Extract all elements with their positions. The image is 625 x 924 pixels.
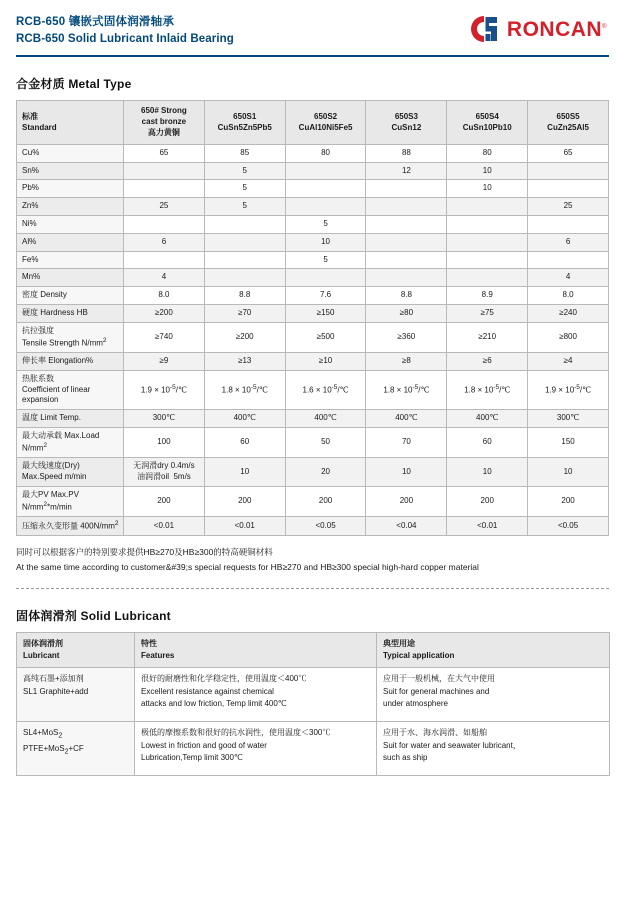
table-cell: ≥800: [528, 322, 609, 352]
table-cell: 300℃: [124, 410, 205, 428]
table-cell: [285, 269, 366, 287]
table-cell: ≥9: [124, 352, 205, 370]
table-cell: 400℃: [366, 410, 447, 428]
table-cell: 8.8: [366, 287, 447, 305]
table-cell: <0.01: [204, 517, 285, 536]
table-cell: $1.9 \times 10^{-5}/℃$: [528, 370, 609, 409]
table-cell: 60: [204, 427, 285, 457]
table-cell: 25: [124, 198, 205, 216]
table-cell: ≥360: [366, 322, 447, 352]
table-row: [17, 370, 609, 409]
table-cell: ≥500: [285, 322, 366, 352]
row-label: Al%: [17, 233, 124, 251]
table-cell: 65: [528, 144, 609, 162]
table-row: [17, 251, 609, 269]
row-label: 最大PV Max.PV $N/mm^2*m/\min$: [17, 486, 124, 516]
table-cell: ≥200: [204, 322, 285, 352]
table-row: [17, 304, 609, 322]
table-cell: 400℃: [285, 410, 366, 428]
table-cell: [204, 215, 285, 233]
column-header-650s1: 650S1 CuSn5Zn5Pb5: [204, 101, 285, 144]
header-titles: [16, 12, 234, 47]
table-row: [17, 458, 609, 487]
row-label: 最大线速度(Dry) Max.Speed m/min: [17, 458, 124, 487]
solid-lubricant-table: [16, 632, 610, 777]
table-cell: [285, 198, 366, 216]
table-cell: 5: [204, 180, 285, 198]
table-cell: ≥8: [366, 352, 447, 370]
table-cell: 6: [528, 233, 609, 251]
registered-trademark-icon: ®: [602, 23, 607, 30]
table-cell: 8.0: [528, 287, 609, 305]
table-cell: 65: [124, 144, 205, 162]
row-label: Pb%: [17, 180, 124, 198]
lubricant-application: 应用于水、海水润滑、如船舶 Suit for water and seawater lubricant， such as ship: [377, 722, 610, 776]
table-cell: 8.9: [447, 287, 528, 305]
table-row: [17, 215, 609, 233]
table-cell: 10: [528, 458, 609, 487]
table-header-row: [17, 101, 609, 144]
row-label: Fe%: [17, 251, 124, 269]
table-cell: 200: [366, 486, 447, 516]
table-cell: $1.8 \times 10^{-5}/℃$: [204, 370, 285, 409]
table-cell: 7.6: [285, 287, 366, 305]
table-cell: 60: [447, 427, 528, 457]
table-cell: 10: [285, 233, 366, 251]
table-cell: [366, 198, 447, 216]
table-cell: $1.6 \times 10^{-5}/℃$: [285, 370, 366, 409]
table-row: [17, 287, 609, 305]
table-cell: [366, 215, 447, 233]
table-cell: [285, 180, 366, 198]
table-cell: ≥6: [447, 352, 528, 370]
column-header-650: 650# Strong cast bronze 高力黄铜: [124, 101, 205, 144]
page-title-cn: RCB-650 镶嵌式固体润滑轴承: [16, 16, 175, 28]
metal-note: [16, 545, 609, 573]
logo-wordmark: [507, 19, 607, 40]
column-header-650s2: 650S2 CuAl10Ni5Fe5: [285, 101, 366, 144]
header-divider: [16, 55, 609, 57]
table-row: [17, 517, 609, 536]
row-label: 温度 Limit Temp.: [17, 410, 124, 428]
table-cell: ≥4: [528, 352, 609, 370]
table-cell: 70: [366, 427, 447, 457]
table-cell: 10: [447, 162, 528, 180]
table-cell: 200: [528, 486, 609, 516]
row-label: Ni%: [17, 215, 124, 233]
table-cell: [366, 180, 447, 198]
table-cell: <0.05: [285, 517, 366, 536]
table-cell: [366, 269, 447, 287]
metal-section-heading: 合金材质 Metal Type: [16, 77, 132, 92]
lubricant-features: 极低的摩擦系数和很好的抗水润性，使用温度＜300℃ Lowest in friction and good of water Lubrication,Temp limit 300℃: [135, 722, 377, 776]
table-row: [17, 180, 609, 198]
table-cell: [366, 251, 447, 269]
table-row: [17, 198, 609, 216]
table-cell: [366, 233, 447, 251]
row-label: 伸长率 Elongation%: [17, 352, 124, 370]
table-cell: 80: [447, 144, 528, 162]
table-cell: 无润滑dry 0.4m/s 油润滑oil 5m/s: [124, 458, 205, 487]
table-cell: $1.9 \times 10^{-5}/℃$: [124, 370, 205, 409]
table-cell: 10: [447, 458, 528, 487]
table-row: [17, 322, 609, 352]
table-cell: 80: [285, 144, 366, 162]
table-cell: ≥80: [366, 304, 447, 322]
table-row: [17, 668, 610, 722]
table-cell: 10: [366, 458, 447, 487]
column-header-lubricant: 固体润滑剂 Lubricant: [17, 632, 135, 668]
table-cell: 20: [285, 458, 366, 487]
lubricant-application: 应用于一般机械，在大气中使用 Suit for general machines and under atmosphere: [377, 668, 610, 722]
table-cell: ≥240: [528, 304, 609, 322]
column-header-650s3: 650S3 CuSn12: [366, 101, 447, 144]
table-row: [17, 144, 609, 162]
section-divider: [16, 588, 609, 589]
table-cell: [528, 251, 609, 269]
table-row: [17, 269, 609, 287]
table-cell: <0.04: [366, 517, 447, 536]
metal-note-cn: 同时可以根据客户的特别要求提供HB≥270及HB≥300的特高硬铜材料: [16, 547, 273, 558]
column-header-application: 典型用途 Typical application: [377, 632, 610, 668]
table-cell: [124, 180, 205, 198]
table-cell: [204, 251, 285, 269]
lubricant-name: SL4+MoS$_2$ PTFE+MoS$_2$+CF: [17, 722, 135, 776]
table-cell: 10: [204, 458, 285, 487]
table-row: [17, 352, 609, 370]
table-cell: [528, 162, 609, 180]
row-label: 抗拉强度 Tensile Strength $N/mm^2$: [17, 322, 124, 352]
table-cell: ≥210: [447, 322, 528, 352]
table-cell: 100: [124, 427, 205, 457]
column-header-650s4: 650S4 CuSn10Pb10: [447, 101, 528, 144]
row-label: 密度 Density: [17, 287, 124, 305]
logo-text-label: RONCAN: [506, 17, 603, 41]
row-label: 压缩永久变形量 $400N/mm^2$: [17, 517, 124, 536]
table-cell: [204, 233, 285, 251]
column-header-standard: 标准 Standard: [17, 101, 124, 144]
table-cell: 12: [366, 162, 447, 180]
table-cell: [447, 215, 528, 233]
row-label: 热胀系数 Coefficient of linear expansion: [17, 370, 124, 409]
table-cell: $1.8 \times 10^{-5}/℃$: [366, 370, 447, 409]
table-row: [17, 427, 609, 457]
table-cell: 150: [528, 427, 609, 457]
row-label: Zn%: [17, 198, 124, 216]
column-header-features: 特性 Features: [135, 632, 377, 668]
page-header: [0, 0, 625, 53]
page-title-en: RCB-650 Solid Lubricant Inlaid Bearing: [16, 32, 234, 45]
table-row: [17, 410, 609, 428]
table-cell: 85: [204, 144, 285, 162]
table-cell: [447, 269, 528, 287]
table-cell: [124, 215, 205, 233]
table-cell: [447, 233, 528, 251]
table-cell: 25: [528, 198, 609, 216]
table-cell: [528, 180, 609, 198]
metal-type-table: [16, 100, 609, 536]
table-cell: ≥150: [285, 304, 366, 322]
table-cell: 200: [204, 486, 285, 516]
lubricant-section-heading: 固体润滑剂 Solid Lubricant: [16, 608, 171, 623]
table-row: [17, 722, 610, 776]
table-cell: 5: [285, 251, 366, 269]
table-cell: [204, 269, 285, 287]
table-cell: [124, 251, 205, 269]
table-cell: 200: [447, 486, 528, 516]
lubricant-features: 很好的耐磨性和化学稳定性，使用温度＜400℃ Excellent resistance against chemical attacks and low friction, Temp limit 400℃: [135, 668, 377, 722]
table-row: [17, 233, 609, 251]
row-label: Sn%: [17, 162, 124, 180]
row-label: Cu%: [17, 144, 124, 162]
table-row: [17, 162, 609, 180]
table-cell: ≥75: [447, 304, 528, 322]
table-cell: <0.01: [124, 517, 205, 536]
table-cell: 400℃: [447, 410, 528, 428]
table-cell: ≥200: [124, 304, 205, 322]
table-row: [17, 486, 609, 516]
table-header-row: [17, 632, 610, 668]
table-cell: 8.8: [204, 287, 285, 305]
table-cell: 200: [124, 486, 205, 516]
table-cell: 4: [124, 269, 205, 287]
table-cell: 300℃: [528, 410, 609, 428]
row-label: 硬度 Hardness HB: [17, 304, 124, 322]
table-cell: 5: [204, 198, 285, 216]
table-cell: ≥740: [124, 322, 205, 352]
table-cell: <0.05: [528, 517, 609, 536]
table-cell: 5: [285, 215, 366, 233]
lubricant-name: 高纯石墨+添加剂 SL1 Graphite+add: [17, 668, 135, 722]
table-cell: 200: [285, 486, 366, 516]
table-cell: [285, 162, 366, 180]
roncan-logo-icon: [467, 12, 501, 46]
table-cell: 5: [204, 162, 285, 180]
table-cell: 6: [124, 233, 205, 251]
table-cell: ≥13: [204, 352, 285, 370]
table-cell: $1.8 \times 10^{-5}/℃$: [447, 370, 528, 409]
table-cell: ≥70: [204, 304, 285, 322]
table-cell: 10: [447, 180, 528, 198]
row-label: Mn%: [17, 269, 124, 287]
table-cell: [447, 251, 528, 269]
table-cell: 8.0: [124, 287, 205, 305]
column-header-650s5: 650S5 CuZn25Al5: [528, 101, 609, 144]
table-cell: <0.01: [447, 517, 528, 536]
row-label: 最大动承载 Max.Load $N/mm^2$: [17, 427, 124, 457]
table-cell: 50: [285, 427, 366, 457]
table-cell: 400℃: [204, 410, 285, 428]
metal-note-en: At the same time according to customer&#39;s special requests for HB≥270 and HB≥300 special high-hard copper material: [16, 561, 479, 572]
brand-logo: [467, 12, 609, 46]
table-cell: [528, 215, 609, 233]
table-cell: ≥10: [285, 352, 366, 370]
table-cell: 4: [528, 269, 609, 287]
table-cell: [124, 162, 205, 180]
table-cell: [447, 198, 528, 216]
table-cell: 88: [366, 144, 447, 162]
